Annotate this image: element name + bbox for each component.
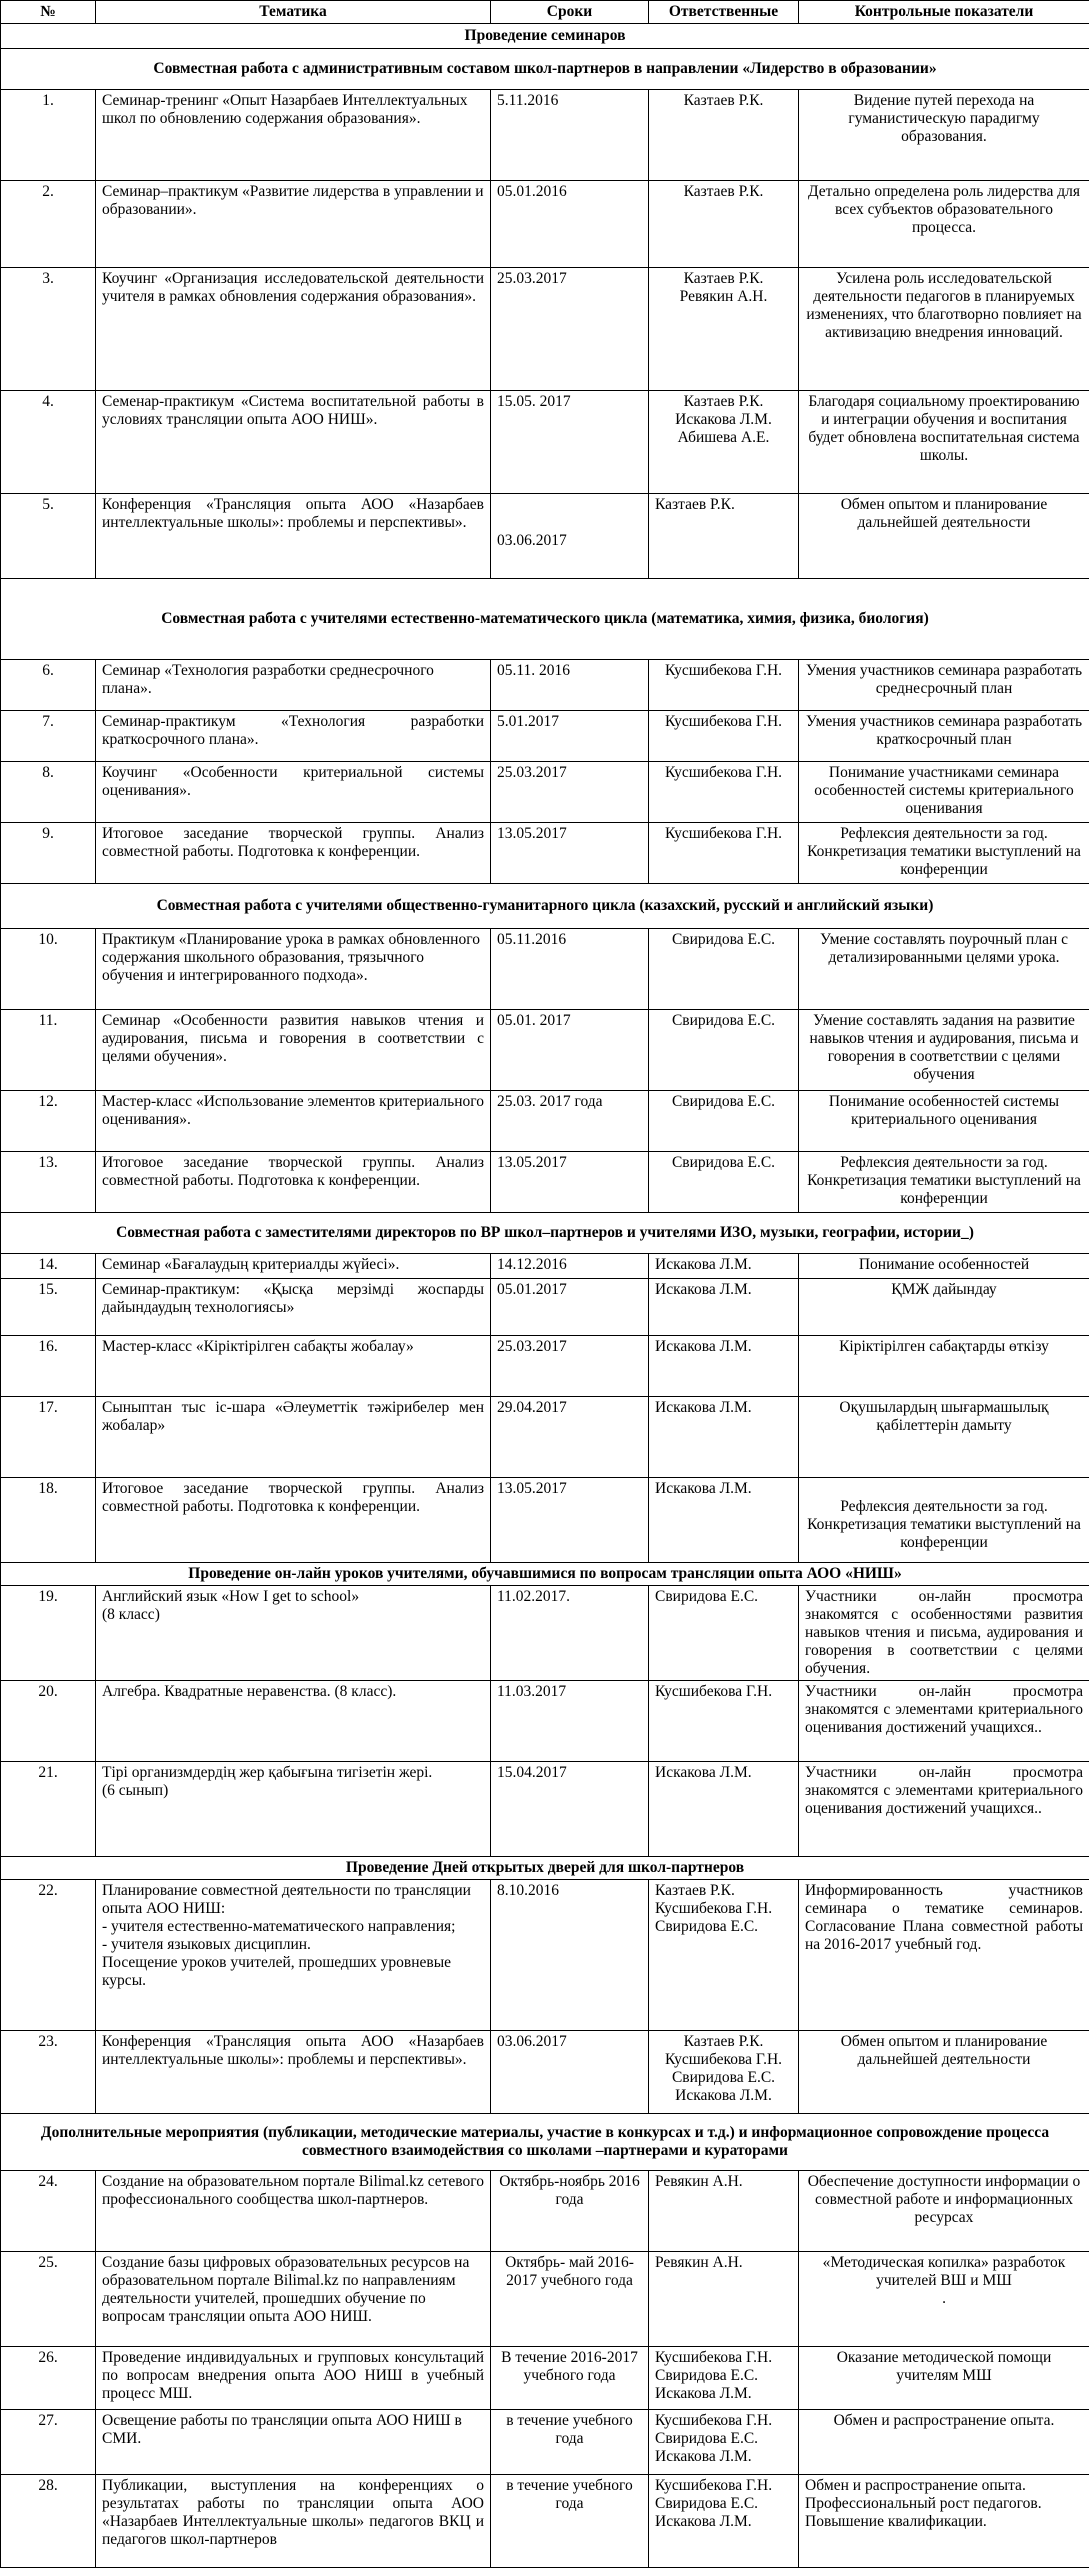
row-responsible: Казтаев Р.К.	[649, 494, 799, 579]
row-dates: 5.11.2016	[491, 90, 649, 181]
section-title: Проведение семинаров	[1, 24, 1089, 49]
section-title: Проведение Дней открытых дверей для школ-партнеров	[1, 1857, 1089, 1880]
row-number: 4.	[1, 391, 96, 494]
row-responsible: Кусшибекова Г.Н.	[649, 823, 799, 884]
row-dates: 25.03. 2017 года	[491, 1091, 649, 1152]
row-number: 22.	[1, 1880, 96, 2031]
row-indicators: Благодаря социальному проектированию и интеграции обучения и воспитания будет обновлена воспитательная система школы.	[799, 391, 1089, 494]
row-responsible: Ревякин А.Н.	[649, 2171, 799, 2252]
row-responsible: Кусшибекова Г.Н. Свиридова Е.С. Искакова Л.М.	[649, 2347, 799, 2410]
row-topic: Семинар-тренинг «Опыт Назарбаев Интеллектуальных школ по обновлению содержания образования».	[96, 90, 491, 181]
row-number: 5.	[1, 494, 96, 579]
table-row	[1, 268, 1089, 391]
table-row	[1, 660, 1089, 711]
header-topic: Тематика	[96, 1, 491, 24]
row-indicators: «Методическая копилка» разработок учителей ВШ и МШ .	[799, 2252, 1089, 2347]
row-topic: Семинар–практикум «Развитие лидерства в управлении и образовании».	[96, 181, 491, 268]
section-row	[1, 1563, 1089, 1586]
row-dates: 11.02.2017.	[491, 1586, 649, 1681]
row-number: 15.	[1, 1279, 96, 1336]
row-indicators: Оказание методической помощи учителям МШ	[799, 2347, 1089, 2410]
section-title: Дополнительные мероприятия (публикации, методические материалы, участие в конкурсах и т.д.) и информационное сопровождение процесса совместного взаимодействия со школами –партнерами и кураторами	[1, 2114, 1089, 2171]
row-topic: Итоговое заседание творческой группы. Анализ совместной работы. Подготовка к конференции.	[96, 1478, 491, 1563]
section-title: Совместная работа с заместителями директоров по ВР школ–партнеров и учителями ИЗО, музыки, географии, истории_)	[1, 1213, 1089, 1254]
table-row	[1, 1586, 1089, 1681]
table-row	[1, 2171, 1089, 2252]
row-topic: Создание базы цифровых образовательных ресурсов на образовательном портале Bilimal.kz по направлениям деятельности учителей, прошедших обучение по вопросам трансляции опыта АОО НИШ.	[96, 2252, 491, 2347]
row-number: 6.	[1, 660, 96, 711]
row-responsible: Кусшибекова Г.Н.	[649, 762, 799, 823]
header-row	[1, 1, 1089, 24]
row-indicators: Понимание особенностей	[799, 1254, 1089, 1279]
header-number: №	[1, 1, 96, 24]
row-responsible: Искакова Л.М.	[649, 1478, 799, 1563]
row-dates: 05.11.2016	[491, 929, 649, 1010]
section-row	[1, 1857, 1089, 1880]
row-indicators: Участники он-лайн просмотра знакомятся с элементами критериального оценивания достижений учащихся..	[799, 1681, 1089, 1762]
row-indicators: Оқушылардың шығармашылық қабілеттерін дамыту	[799, 1397, 1089, 1478]
row-topic: Планирование совместной деятельности по трансляции опыта АОО НИШ: - учителя естественно-математического направления; - учителя языковых дисциплин. Посещение уроков учителей, прошедших уровневые курсы.	[96, 1880, 491, 2031]
section-title: Совместная работа с административным составом школ-партнеров в направлении «Лидерство в образовании»	[1, 49, 1089, 90]
row-topic: Освещение работы по трансляции опыта АОО НИШ в СМИ.	[96, 2410, 491, 2475]
row-number: 26.	[1, 2347, 96, 2410]
row-number: 3.	[1, 268, 96, 391]
row-responsible: Искакова Л.М.	[649, 1336, 799, 1397]
row-indicators: Умение составлять задания на развитие навыков чтения и аудирования, письма и говорения в соответствии с целями обучения	[799, 1010, 1089, 1091]
table-row	[1, 2031, 1089, 2114]
row-responsible: Свиридова Е.С.	[649, 1586, 799, 1681]
row-responsible: Казтаев Р.К. Кусшибекова Г.Н. Свиридова Е.С. Искакова Л.М.	[649, 2031, 799, 2114]
row-responsible: Казтаев Р.К. Кусшибекова Г.Н. Свиридова Е.С.	[649, 1880, 799, 2031]
row-responsible: Кусшибекова Г.Н. Свиридова Е.С. Искакова Л.М.	[649, 2475, 799, 2568]
row-dates: 05.01. 2017	[491, 1010, 649, 1091]
section-row	[1, 1213, 1089, 1254]
row-dates: Октябрь- май 2016-2017 учебного года	[491, 2252, 649, 2347]
table-row	[1, 1478, 1089, 1563]
row-responsible: Искакова Л.М.	[649, 1397, 799, 1478]
row-dates: 03.06.2017	[491, 494, 649, 579]
row-responsible: Кусшибекова Г.Н.	[649, 711, 799, 762]
table-row	[1, 2410, 1089, 2475]
row-dates: В течение 2016-2017 учебного года	[491, 2347, 649, 2410]
row-responsible: Казтаев Р.К.	[649, 181, 799, 268]
row-number: 11.	[1, 1010, 96, 1091]
row-topic: Семинар «Бағалаудың критериалды жүйесі».	[96, 1254, 491, 1279]
row-topic: Тірі организмдердің жер қабығына тигізетін жері. (6 сынып)	[96, 1762, 491, 1857]
row-responsible: Свиридова Е.С.	[649, 1152, 799, 1213]
row-indicators: Участники он-лайн просмотра знакомятся с элементами критериального оценивания достижений учащихся..	[799, 1762, 1089, 1857]
row-responsible: Казтаев Р.К.	[649, 90, 799, 181]
row-number: 12.	[1, 1091, 96, 1152]
header-dates: Сроки	[491, 1, 649, 24]
row-responsible: Кусшибекова Г.Н. Свиридова Е.С. Искакова Л.М.	[649, 2410, 799, 2475]
row-indicators: Усилена роль исследовательской деятельности педагогов в планируемых изменениях, что благотворно повлияет на активизацию внедрения инноваций.	[799, 268, 1089, 391]
row-responsible: Искакова Л.М.	[649, 1279, 799, 1336]
table-row	[1, 1010, 1089, 1091]
row-indicators: Понимание особенностей системы критериального оценивания	[799, 1091, 1089, 1152]
row-responsible: Искакова Л.М.	[649, 1254, 799, 1279]
row-number: 9.	[1, 823, 96, 884]
section-row	[1, 49, 1089, 90]
row-dates: в течение учебного года	[491, 2410, 649, 2475]
row-dates: 03.06.2017	[491, 2031, 649, 2114]
row-number: 19.	[1, 1586, 96, 1681]
table-row	[1, 2252, 1089, 2347]
table-row	[1, 2347, 1089, 2410]
row-responsible: Свиридова Е.С.	[649, 929, 799, 1010]
row-dates: 15.04.2017	[491, 1762, 649, 1857]
row-number: 23.	[1, 2031, 96, 2114]
row-indicators: Детально определена роль лидерства для всех субъектов образовательного процесса.	[799, 181, 1089, 268]
row-dates: 13.05.2017	[491, 823, 649, 884]
row-topic: Мастер-класс «Использование элементов критериального оценивания».	[96, 1091, 491, 1152]
row-number: 14.	[1, 1254, 96, 1279]
row-dates: 15.05. 2017	[491, 391, 649, 494]
row-indicators: Участники он-лайн просмотра знакомятся с особенностями развития навыков чтения и письма, аудирования и говорения в соответствии с целями обучения.	[799, 1586, 1089, 1681]
row-number: 17.	[1, 1397, 96, 1478]
row-responsible: Казтаев Р.К. Искакова Л.М. Абишева А.Е.	[649, 391, 799, 494]
table-row	[1, 181, 1089, 268]
table-row	[1, 1091, 1089, 1152]
table-row	[1, 762, 1089, 823]
row-responsible: Казтаев Р.К. Ревякин А.Н.	[649, 268, 799, 391]
section-row	[1, 884, 1089, 929]
row-number: 24.	[1, 2171, 96, 2252]
row-indicators: Обмен опытом и планирование дальнейшей деятельности	[799, 2031, 1089, 2114]
section-row	[1, 24, 1089, 49]
row-indicators: Понимание участниками семинара особенностей системы критериального оценивания	[799, 762, 1089, 823]
row-number: 21.	[1, 1762, 96, 1857]
row-topic: Практикум «Планирование урока в рамках обновленного содержания школьного образования, трязычного обучения и интегрированного подхода».	[96, 929, 491, 1010]
row-topic: Семенар-практикум «Система воспитательной работы в условиях трансляции опыта АОО НИШ».	[96, 391, 491, 494]
row-indicators: Обмен и распространение опыта. Профессиональный рост педагогов. Повышение квалификации.	[799, 2475, 1089, 2568]
row-topic: Публикации, выступления на конференциях о результатах работы по трансляции опыта АОО «Назарбаев Интеллектуальные школы» педагогов ВКЦ и педагогов школ-партнеров	[96, 2475, 491, 2568]
row-indicators: Обмен и распространение опыта.	[799, 2410, 1089, 2475]
row-number: 27.	[1, 2410, 96, 2475]
row-dates: 14.12.2016	[491, 1254, 649, 1279]
header-indicators: Контрольные показатели	[799, 1, 1089, 24]
row-responsible: Ревякин А.Н.	[649, 2252, 799, 2347]
row-dates: 8.10.2016	[491, 1880, 649, 2031]
row-indicators: Обеспечение доступности информации о совместной работе и информационных ресурсах	[799, 2171, 1089, 2252]
table-row	[1, 1681, 1089, 1762]
table-row	[1, 494, 1089, 579]
row-responsible: Свиридова Е.С.	[649, 1091, 799, 1152]
table-row	[1, 711, 1089, 762]
row-topic: Коучинг «Особенности критериальной системы оценивания».	[96, 762, 491, 823]
row-topic: Мастер-класс «Кіріктірілген сабақты жобалау»	[96, 1336, 491, 1397]
row-number: 1.	[1, 90, 96, 181]
row-responsible: Искакова Л.М.	[649, 1762, 799, 1857]
row-indicators: Обмен опытом и планирование дальнейшей деятельности	[799, 494, 1089, 579]
row-responsible: Кусшибекова Г.Н.	[649, 1681, 799, 1762]
row-topic: Семинар-практикум «Технология разработки краткосрочного плана».	[96, 711, 491, 762]
table-row	[1, 1336, 1089, 1397]
header-responsible: Ответственные	[649, 1, 799, 24]
section-row	[1, 579, 1089, 660]
row-dates: 11.03.2017	[491, 1681, 649, 1762]
row-number: 28.	[1, 2475, 96, 2568]
row-indicators: Видение путей перехода на гуманистическую парадигму образования.	[799, 90, 1089, 181]
row-topic: Коучинг «Организация исследовательской деятельности учителя в рамках обновления содержания образования».	[96, 268, 491, 391]
row-indicators: Умение составлять поурочный план с детализированными целями урока.	[799, 929, 1089, 1010]
table-row	[1, 929, 1089, 1010]
row-topic: Конференция «Трансляция опыта АОО «Назарбаев интеллектуальные школы»: проблемы и перспективы».	[96, 2031, 491, 2114]
row-number: 20.	[1, 1681, 96, 1762]
section-row	[1, 2114, 1089, 2171]
row-indicators: Рефлексия деятельности за год. Конкретизация тематики выступлений на конференции	[799, 823, 1089, 884]
row-dates: 29.04.2017	[491, 1397, 649, 1478]
row-topic: Семинар-практикум: «Қысқа мерзімді жоспарды дайындаудың технологиясы»	[96, 1279, 491, 1336]
table-row	[1, 391, 1089, 494]
table-row	[1, 823, 1089, 884]
row-topic: Проведение индивидуальных и групповых консультаций по вопросам внедрения опыта АОО НИШ в учебный процесс МШ.	[96, 2347, 491, 2410]
table-row	[1, 1254, 1089, 1279]
row-dates: 13.05.2017	[491, 1478, 649, 1563]
table-row	[1, 1397, 1089, 1478]
section-title: Совместная работа с учителями естественно-математического цикла (математика, химия, физика, биология)	[1, 579, 1089, 660]
section-title: Проведение он-лайн уроков учителями, обучавшимися по вопросам трансляции опыта АОО «НИШ»	[1, 1563, 1089, 1586]
row-dates: 5.01.2017	[491, 711, 649, 762]
row-dates: 25.03.2017	[491, 1336, 649, 1397]
row-number: 10.	[1, 929, 96, 1010]
row-indicators: Рефлексия деятельности за год. Конкретизация тематики выступлений на конференции	[799, 1478, 1089, 1563]
row-number: 2.	[1, 181, 96, 268]
row-indicators: Умения участников семинара разработать среднесрочный план	[799, 660, 1089, 711]
row-topic: Семинар «Технология разработки среднесрочного плана».	[96, 660, 491, 711]
row-responsible: Свиридова Е.С.	[649, 1010, 799, 1091]
row-indicators: Умения участников семинара разработать краткосрочный план	[799, 711, 1089, 762]
row-responsible: Кусшибекова Г.Н.	[649, 660, 799, 711]
row-number: 16.	[1, 1336, 96, 1397]
row-dates: Октябрь-ноябрь 2016 года	[491, 2171, 649, 2252]
row-dates: 13.05.2017	[491, 1152, 649, 1213]
row-topic: Семинар «Особенности развития навыков чтения и аудирования, письма и говорения в соответствии с целями обучения».	[96, 1010, 491, 1091]
row-topic: Конференция «Трансляция опыта АОО «Назарбаев интеллектуальные школы»: проблемы и перспективы».	[96, 494, 491, 579]
row-number: 7.	[1, 711, 96, 762]
row-dates: 25.03.2017	[491, 762, 649, 823]
table-row	[1, 1152, 1089, 1213]
table-row	[1, 90, 1089, 181]
row-number: 18.	[1, 1478, 96, 1563]
table-row	[1, 1762, 1089, 1857]
row-topic: Английский язык «How I get to school» (8 класс)	[96, 1586, 491, 1681]
row-indicators: ҚМЖ дайындау	[799, 1279, 1089, 1336]
table-row	[1, 2475, 1089, 2568]
row-topic: Итоговое заседание творческой группы. Анализ совместной работы. Подготовка к конференции.	[96, 823, 491, 884]
row-topic: Итоговое заседание творческой группы. Анализ совместной работы. Подготовка к конференции.	[96, 1152, 491, 1213]
row-dates: 05.11. 2016	[491, 660, 649, 711]
row-dates: 05.01.2017	[491, 1279, 649, 1336]
section-title: Совместная работа с учителями общественно-гуманитарного цикла (казахский, русский и английский языки)	[1, 884, 1089, 929]
row-indicators: Информированность участников семинара о тематике семинаров. Согласование Плана совместной работы на 2016-2017 учебный год.	[799, 1880, 1089, 2031]
row-dates: 05.01.2016	[491, 181, 649, 268]
row-topic: Сыныптан тыс іс-шара «Әлеуметтік тәжірибелер мен жобалар»	[96, 1397, 491, 1478]
row-topic: Алгебра. Квадратные неравенства. (8 класс).	[96, 1681, 491, 1762]
table-row	[1, 1279, 1089, 1336]
row-number: 8.	[1, 762, 96, 823]
row-number: 13.	[1, 1152, 96, 1213]
row-dates: 25.03.2017	[491, 268, 649, 391]
row-indicators: Рефлексия деятельности за год. Конкретизация тематики выступлений на конференции	[799, 1152, 1089, 1213]
row-dates: в течение учебного года	[491, 2475, 649, 2568]
row-number: 25.	[1, 2252, 96, 2347]
table-row	[1, 1880, 1089, 2031]
row-topic: Создание на образовательном портале Bilimal.kz сетевого профессионального сообщества школ-партнеров.	[96, 2171, 491, 2252]
row-indicators: Кіріктірілген сабақтарды өткізу	[799, 1336, 1089, 1397]
